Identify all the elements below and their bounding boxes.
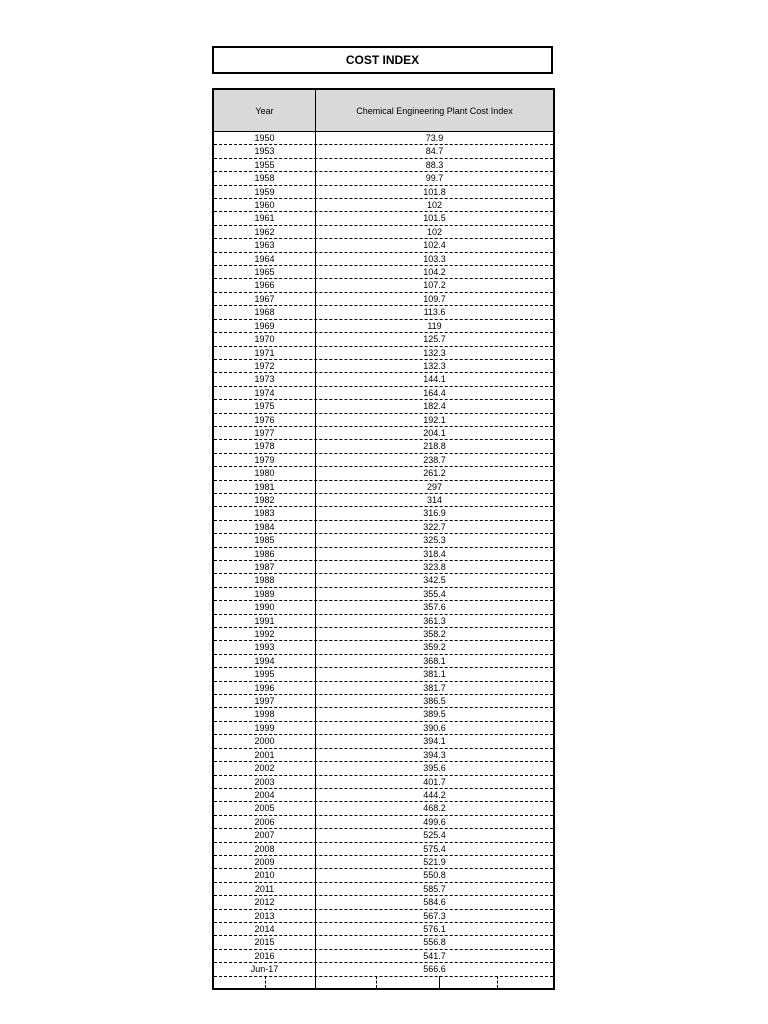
index-value-cell: 359.2 — [423, 642, 446, 653]
year-cell: 1959 — [214, 186, 316, 198]
year-cell: Jun-17 — [214, 963, 316, 975]
index-value-cell: 164.4 — [423, 387, 446, 398]
index-value-cell: 325.3 — [423, 535, 446, 546]
year-cell: 1992 — [214, 628, 316, 640]
index-value-cell: 468.2 — [423, 803, 446, 814]
table-body — [214, 132, 553, 977]
table-row — [214, 494, 553, 507]
year-cell: 2009 — [214, 856, 316, 868]
year-cell: 1953 — [214, 145, 316, 157]
index-value-cell: 125.7 — [423, 334, 446, 345]
index-value-cell: 390.6 — [423, 722, 446, 733]
table-row — [214, 655, 553, 668]
index-value-cell: 99.7 — [425, 173, 444, 184]
year-cell: 1997 — [214, 695, 316, 707]
table-row — [214, 440, 553, 453]
table-row — [214, 588, 553, 601]
index-value-cell: 566.6 — [423, 964, 446, 975]
year-cell: 1988 — [214, 574, 316, 586]
year-cell: 1963 — [214, 239, 316, 251]
index-value-cell: 104.2 — [423, 267, 446, 278]
index-value-cell: 521.9 — [423, 856, 446, 867]
year-cell: 1984 — [214, 521, 316, 533]
table-row — [214, 883, 553, 896]
year-cell: 2007 — [214, 829, 316, 841]
year-cell: 1993 — [214, 641, 316, 653]
year-cell: 1980 — [214, 467, 316, 479]
year-cell: 2003 — [214, 776, 316, 788]
year-cell: 1955 — [214, 159, 316, 171]
table-row — [214, 615, 553, 628]
year-cell: 1966 — [214, 279, 316, 291]
index-value-cell: 394.3 — [423, 749, 446, 760]
table-row — [214, 601, 553, 614]
index-value-cell: 218.8 — [423, 441, 446, 452]
index-value-cell: 84.7 — [425, 146, 444, 157]
table-row — [214, 856, 553, 869]
index-value-cell: 102 — [426, 200, 443, 211]
year-cell: 2010 — [214, 869, 316, 881]
table-row — [214, 226, 553, 239]
year-cell: 1994 — [214, 655, 316, 667]
year-cell: 1965 — [214, 266, 316, 278]
footer-divider — [315, 976, 316, 988]
index-value-cell: 297 — [426, 481, 443, 492]
year-cell: 2001 — [214, 749, 316, 761]
index-value-cell: 358.2 — [423, 629, 446, 640]
table-row — [214, 963, 553, 976]
table-row — [214, 816, 553, 829]
table-row — [214, 574, 553, 587]
index-value-cell: 192.1 — [423, 414, 446, 425]
table-row — [214, 668, 553, 681]
table-row — [214, 896, 553, 909]
year-cell: 1970 — [214, 333, 316, 345]
year-cell: 2015 — [214, 936, 316, 948]
index-value-cell: 102.4 — [423, 240, 446, 251]
index-value-cell: 575.4 — [423, 843, 446, 854]
table-row — [214, 333, 553, 346]
index-value-cell: 238.7 — [423, 454, 446, 465]
table-row — [214, 910, 553, 923]
table-row — [214, 695, 553, 708]
index-value-cell: 342.5 — [423, 575, 446, 586]
table-footer — [214, 976, 553, 988]
table-row — [214, 414, 553, 427]
table-row — [214, 159, 553, 172]
index-value-cell: 107.2 — [423, 280, 446, 291]
table-row — [214, 253, 553, 266]
page-title: COST INDEX — [212, 46, 553, 74]
index-value-cell: 204.1 — [423, 427, 446, 438]
year-cell: 1972 — [214, 360, 316, 372]
year-cell: 2005 — [214, 802, 316, 814]
index-value-cell: 101.5 — [423, 213, 446, 224]
index-column-header: Chemical Engineering Plant Cost Index — [356, 105, 513, 116]
year-cell: 2008 — [214, 843, 316, 855]
cost-index-table — [212, 88, 555, 990]
index-value-cell: 584.6 — [423, 897, 446, 908]
index-value-cell: 88.3 — [425, 159, 444, 170]
table-row — [214, 145, 553, 158]
table-row — [214, 186, 553, 199]
year-cell: 1950 — [214, 132, 316, 144]
column-divider — [315, 132, 316, 988]
index-value-cell: 567.3 — [423, 910, 446, 921]
year-column-header: Year — [214, 90, 316, 131]
index-value-cell: 576.1 — [423, 923, 446, 934]
index-value-cell: 322.7 — [423, 521, 446, 532]
year-cell: 2011 — [214, 883, 316, 895]
table-row — [214, 869, 553, 882]
year-cell: 1998 — [214, 708, 316, 720]
table-row — [214, 347, 553, 360]
footer-divider — [265, 976, 266, 988]
table-row — [214, 722, 553, 735]
year-cell: 1999 — [214, 722, 316, 734]
table-row — [214, 454, 553, 467]
year-cell: 1979 — [214, 454, 316, 466]
index-value-cell: 357.6 — [423, 602, 446, 613]
index-value-cell: 144.1 — [423, 374, 446, 385]
index-value-cell: 102 — [426, 226, 443, 237]
table-row — [214, 708, 553, 721]
table-row — [214, 199, 553, 212]
footer-divider — [439, 976, 440, 988]
table-row — [214, 561, 553, 574]
index-value-cell: 132.3 — [423, 360, 446, 371]
index-value-cell: 316.9 — [423, 508, 446, 519]
year-cell: 1987 — [214, 561, 316, 573]
table-row — [214, 682, 553, 695]
year-cell: 1995 — [214, 668, 316, 680]
year-cell: 1960 — [214, 199, 316, 211]
table-row — [214, 534, 553, 547]
year-cell: 1976 — [214, 414, 316, 426]
table-row — [214, 641, 553, 654]
table-header — [214, 90, 553, 132]
index-value-cell: 109.7 — [423, 293, 446, 304]
table-row — [214, 172, 553, 185]
table-row — [214, 950, 553, 963]
year-cell: 2006 — [214, 816, 316, 828]
index-value-cell: 361.3 — [423, 615, 446, 626]
table-row — [214, 400, 553, 413]
table-row — [214, 360, 553, 373]
footer-divider — [376, 976, 377, 988]
year-cell: 1958 — [214, 172, 316, 184]
table-row — [214, 293, 553, 306]
index-value-cell: 318.4 — [423, 548, 446, 559]
index-value-cell: 394.1 — [423, 736, 446, 747]
table-row — [214, 936, 553, 949]
index-value-cell: 119 — [427, 320, 442, 331]
table-row — [214, 266, 553, 279]
year-cell: 1968 — [214, 306, 316, 318]
index-value-cell: 401.7 — [423, 776, 446, 787]
year-cell: 1969 — [214, 320, 316, 332]
table-row — [214, 789, 553, 802]
year-cell: 2012 — [214, 896, 316, 908]
table-row — [214, 548, 553, 561]
table-row — [214, 628, 553, 641]
year-cell: 1962 — [214, 226, 316, 238]
year-cell: 1974 — [214, 387, 316, 399]
year-cell: 1981 — [214, 481, 316, 493]
table-row — [214, 427, 553, 440]
year-cell: 2014 — [214, 923, 316, 935]
year-cell: 1961 — [214, 212, 316, 224]
table-row — [214, 387, 553, 400]
index-value-cell: 261.2 — [423, 468, 446, 479]
index-value-cell: 355.4 — [423, 588, 446, 599]
year-cell: 2000 — [214, 735, 316, 747]
table-row — [214, 507, 553, 520]
table-row — [214, 802, 553, 815]
index-value-cell: 585.7 — [423, 883, 446, 894]
index-value-cell: 381.7 — [423, 682, 446, 693]
index-value-cell: 73.9 — [425, 133, 444, 143]
index-value-cell: 182.4 — [423, 401, 446, 412]
table-row — [214, 762, 553, 775]
year-cell: 1964 — [214, 253, 316, 265]
index-value-cell: 499.6 — [423, 816, 446, 827]
year-cell: 1975 — [214, 400, 316, 412]
table-row — [214, 239, 553, 252]
index-value-cell: 395.6 — [423, 763, 446, 774]
year-cell: 1967 — [214, 293, 316, 305]
year-cell: 1991 — [214, 615, 316, 627]
index-value-cell: 103.3 — [423, 253, 446, 264]
index-value-cell: 386.5 — [423, 696, 446, 707]
year-cell: 1996 — [214, 682, 316, 694]
index-value-cell: 323.8 — [423, 562, 446, 572]
table-row — [214, 467, 553, 480]
year-cell: 2002 — [214, 762, 316, 774]
index-value-cell: 541.7 — [423, 950, 446, 961]
year-cell: 1989 — [214, 588, 316, 600]
year-cell: 1982 — [214, 494, 316, 506]
table-row — [214, 776, 553, 789]
year-cell: 1986 — [214, 548, 316, 560]
year-cell: 1973 — [214, 373, 316, 385]
table-row — [214, 481, 553, 494]
year-cell: 1990 — [214, 601, 316, 613]
table-row — [214, 279, 553, 292]
table-row — [214, 521, 553, 534]
index-value-cell: 389.5 — [423, 709, 446, 720]
index-value-cell: 525.4 — [423, 830, 446, 841]
table-row — [214, 843, 553, 856]
year-cell: 1978 — [214, 440, 316, 452]
table-row — [214, 320, 553, 333]
year-cell: 2013 — [214, 910, 316, 922]
table-row — [214, 923, 553, 936]
table-row — [214, 829, 553, 842]
footer-divider — [497, 976, 498, 988]
index-value-cell: 132.3 — [423, 347, 446, 358]
table-row — [214, 132, 553, 145]
year-cell: 2016 — [214, 950, 316, 962]
index-value-cell: 556.8 — [423, 937, 446, 948]
year-cell: 1985 — [214, 534, 316, 546]
index-value-cell: 368.1 — [423, 655, 446, 666]
year-cell: 1977 — [214, 427, 316, 439]
year-cell: 1983 — [214, 507, 316, 519]
table-row — [214, 306, 553, 319]
table-row — [214, 212, 553, 225]
table-row — [214, 749, 553, 762]
index-value-cell: 550.8 — [423, 870, 446, 881]
table-row — [214, 373, 553, 386]
year-cell: 2004 — [214, 789, 316, 801]
index-value-cell: 381.1 — [423, 669, 446, 680]
table-row — [214, 735, 553, 748]
index-value-cell: 314 — [426, 494, 443, 505]
year-cell: 1971 — [214, 347, 316, 359]
index-value-cell: 101.8 — [423, 186, 446, 197]
index-value-cell: 444.2 — [423, 789, 446, 800]
index-value-cell: 113.6 — [423, 307, 446, 318]
